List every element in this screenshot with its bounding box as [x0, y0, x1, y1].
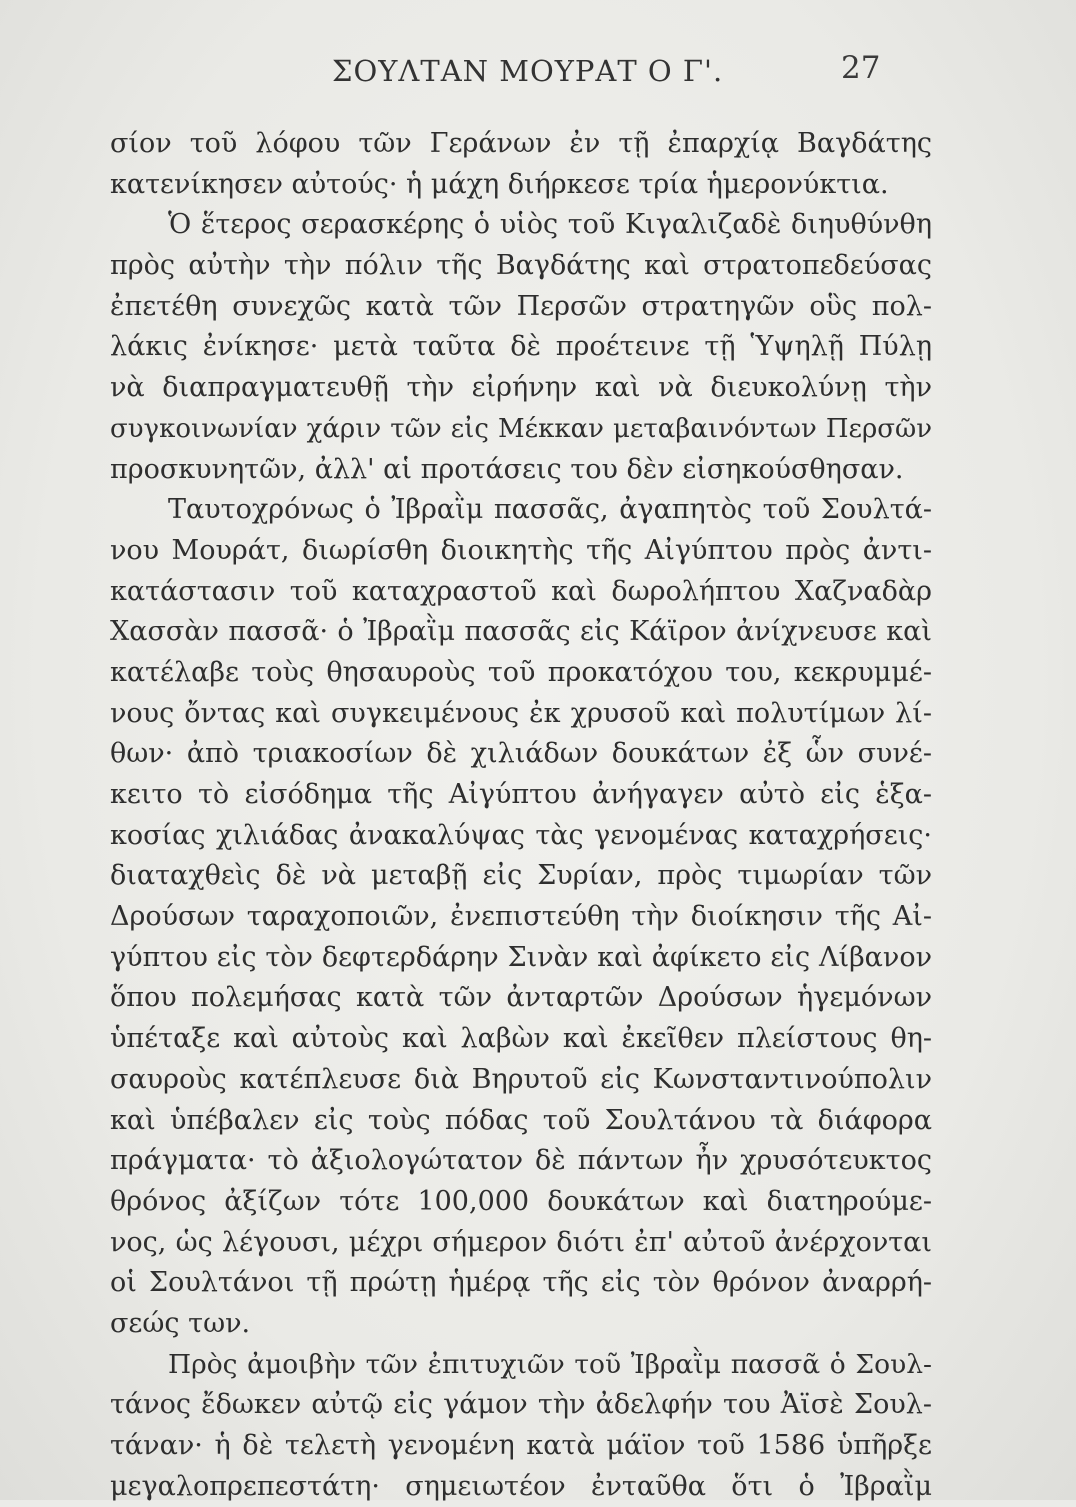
text-line: Δρούσων ταραχοποιῶν, ἐνεπιστεύθη τὴν διοίκησιν τῆς Αἰ- [110, 901, 932, 933]
text-line: ὑπέταξε καὶ αὐτοὺς καὶ λαβὼν καὶ ἐκεῖθεν πλείστους θη- [110, 1023, 932, 1055]
text-line: πράγματα· τὸ ἀξιολογώτατον δὲ πάντων ἦν χρυσότευκτος [110, 1145, 932, 1177]
text-line: κειτο τὸ εἰσόδημα τῆς Αἰγύπτου ἀνήγαγεν αὐτὸ εἰς ἑξα- [110, 779, 932, 810]
text-line: κατέλαβε τοὺς θησαυροὺς τοῦ προκατόχου του, κεκρυμμέ- [110, 656, 932, 688]
text-line: γύπτου εἰς τὸν δεφτερδάρην Σινὰν καὶ ἀφίκετο εἰς Λίβανον [110, 941, 932, 973]
text-line: συγκοινωνίαν χάριν τῶν εἰς Μέκκαν μεταβαινόντων Περσῶν [110, 413, 932, 444]
text-line: Πρὸς ἀμοιβὴν τῶν ἐπιτυχιῶν τοῦ Ἰβραῒμ πασσᾶ ὁ Σουλ- [168, 1348, 932, 1380]
text-line: κατάστασιν τοῦ καταχραστοῦ καὶ δωρολήπτου Χαζναδὰρ [110, 575, 932, 607]
text-line: καὶ ὑπέβαλεν εἰς τοὺς πόδας τοῦ Σουλτάνου τὰ διάφορα [110, 1104, 932, 1136]
text-line: σαυροὺς κατέπλευσε διὰ Βηρυτοῦ εἰς Κωνσταντινούπολιν [110, 1063, 932, 1095]
text-line: νὰ διαπραγματευθῇ τὴν εἰρήνην καὶ νὰ διευκολύνῃ τὴν [110, 372, 932, 404]
text-line: θρόνος ἀξίζων τότε 100,000 δουκάτων καὶ διατηρούμε- [110, 1185, 932, 1217]
text-line: νους ὄντας καὶ συγκειμένους ἐκ χρυσοῦ καὶ πολυτίμων λί- [110, 697, 932, 729]
text-line: θων· ἀπὸ τριακοσίων δὲ χιλιάδων δουκάτων ἐξ ὧν συνέ- [110, 738, 932, 770]
text-line: κατενίκησεν αὐτούς· ἡ μάχη διήρκεσε τρία ἡμερονύκτια. [110, 168, 889, 200]
text-line: νου Μουράτ, διωρίσθη διοικητὴς τῆς Αἰγύπτου πρὸς ἀντι- [110, 534, 932, 566]
text-line: ὅπου πολεμήσας κατὰ τῶν ἀνταρτῶν Δρούσων ἡγεμόνων [110, 982, 932, 1014]
text-line: πρὸς αὐτὴν τὴν πόλιν τῆς Βαγδάτης καὶ στρατοπεδεύσας [110, 250, 932, 282]
text-line: νος, ὡς λέγουσι, μέχρι σήμερον διότι ἐπ' αὐτοῦ ἀνέρχονται [110, 1226, 932, 1258]
body-text [110, 124, 932, 1507]
text-line: προσκυνητῶν, ἀλλ' αἱ προτάσεις του δὲν εἰσηκούσθησαν. [110, 453, 904, 485]
text-line: σεώς των. [110, 1307, 251, 1339]
running-title: ΣΟΥΛΤΑΝ ΜΟΥΡΑΤ Ο Γ'. [332, 54, 724, 88]
text-line: λάκις ἐνίκησε· μετὰ ταῦτα δὲ προέτεινε τῇ Ὑψηλῇ Πύλῃ [110, 331, 932, 363]
text-line: κοσίας χιλιάδας ἀνακαλύψας τὰς γενομένας καταχρήσεις· [110, 819, 932, 851]
text-line: μεγαλοπρεπεστάτη· σημειωτέον ἐνταῦθα ὅτι ὁ Ἰβραῒμ [110, 1470, 932, 1502]
text-line: διαταχθεὶς δὲ νὰ μεταβῇ εἰς Συρίαν, πρὸς τιμωρίαν τῶν [110, 860, 932, 892]
text-line: σίον τοῦ λόφου τῶν Γεράνων ἐν τῇ ἐπαρχίᾳ Βαγδάτης [110, 128, 932, 159]
text-line: Ὁ ἕτερος σερασκέρης ὁ υἱὸς τοῦ Κιγαλιζαδὲ διηυθύνθη [168, 209, 932, 241]
page-number: 27 [841, 50, 881, 86]
text-line: Ταυτοχρόνως ὁ Ἰβραῒμ πασσᾶς, ἀγαπητὸς τοῦ Σουλτά- [168, 494, 932, 526]
text-line: τάναν· ἡ δὲ τελετὴ γενομένη κατὰ μάϊον τοῦ 1586 ὑπῆρξε [110, 1430, 932, 1461]
text-line: οἱ Σουλτάνοι τῇ πρώτῃ ἡμέρᾳ τῆς εἰς τὸν θρόνον ἀναρρή- [110, 1267, 932, 1299]
text-line: ἐπετέθη συνεχῶς κατὰ τῶν Περσῶν στρατηγῶν οὓς πολ- [110, 290, 932, 322]
page-header [110, 50, 930, 100]
text-line: τάνος ἔδωκεν αὐτῷ εἰς γάμον τὴν ἀδελφήν του Ἀϊσὲ Σουλ- [110, 1389, 932, 1421]
text-line: Χασσὰν πασσᾶ· ὁ Ἰβραῒμ πασσᾶς εἰς Κάϊρον ἀνίχνευσε καὶ [110, 616, 932, 648]
